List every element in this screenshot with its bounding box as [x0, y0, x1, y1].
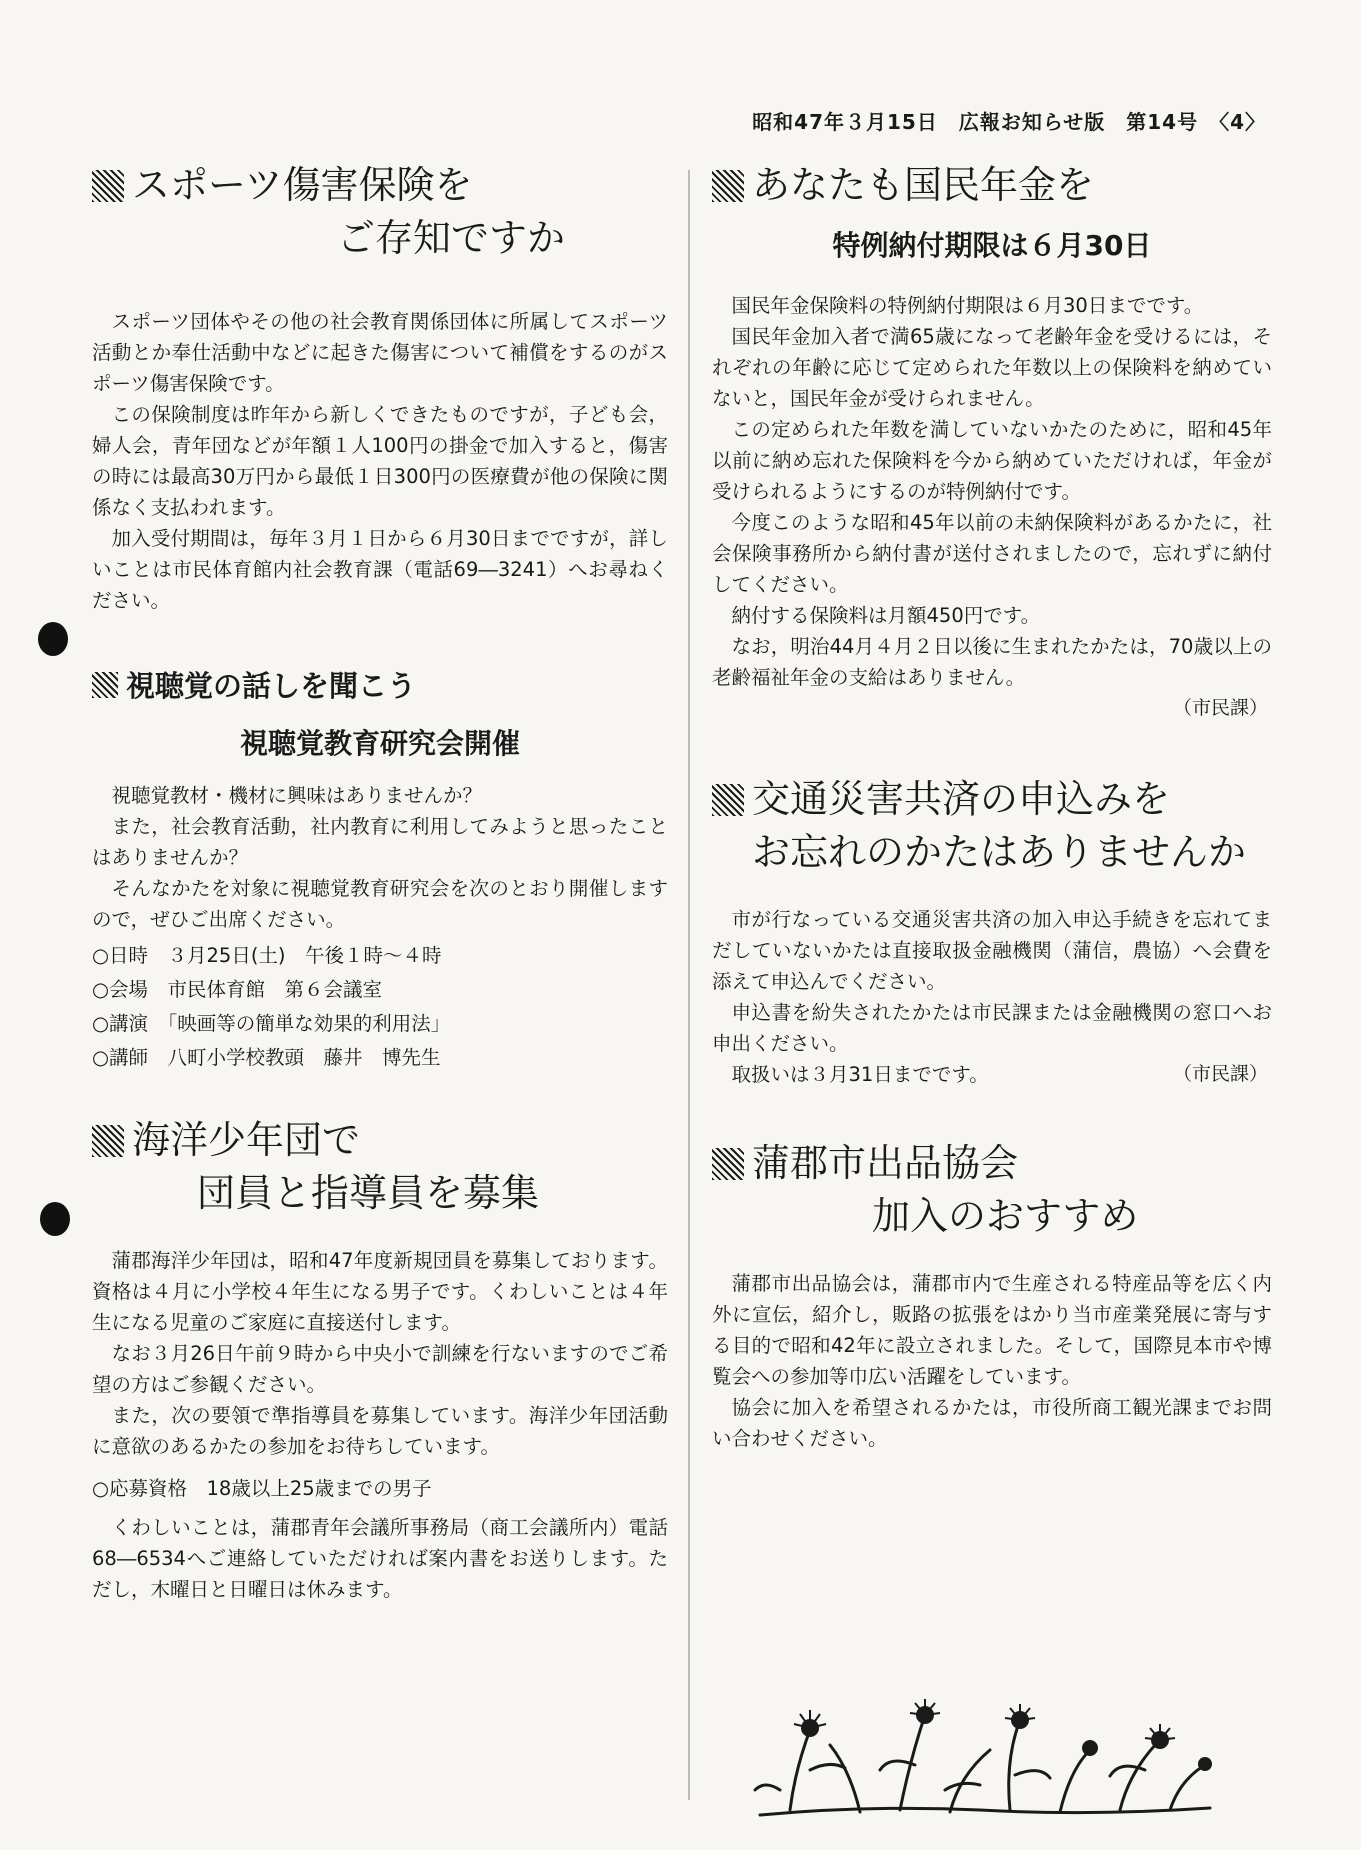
right-column — [712, 160, 1272, 1494]
paragraph: 取扱いは３月31日までです。 — [731, 1063, 989, 1086]
article-audiovisual — [92, 664, 668, 1075]
article-title: 交通災害共済の申込みを — [752, 777, 1171, 821]
article-subtitle: お忘れのかたはありませんか — [752, 830, 1247, 874]
department-signature: （市民課） — [1172, 697, 1268, 719]
article-subtitle: 団員と指導員を募集 — [197, 1171, 540, 1215]
paragraph: 蒲郡市出品協会は，蒲郡市内で生産される特産品等を広く内外に宣伝，紹介し，販路の拡張をはかり当市産業発展に寄与する目的で昭和42年に設立されました。そして，国際見本市や博覧会への参加等巾広い活躍をしています。 — [712, 1272, 1272, 1388]
paragraph: この定められた年数を満していないかたのために，昭和45年以前に納め忘れた保険料を今から納めていただければ，年金が受けられるようにするのが特例納付です。 — [712, 418, 1272, 503]
paragraph: 協会に加入を希望されるかたは，市役所商工観光課までお問い合わせください。 — [712, 1396, 1272, 1450]
event-details — [92, 939, 668, 1075]
article-sea-scouts — [92, 1115, 668, 1605]
article-subtitle: 加入のおすすめ — [872, 1194, 1139, 1238]
column-divider — [688, 170, 690, 1800]
hatch-icon — [92, 1125, 124, 1157]
paragraph: 申込書を紛失されたかたは市民課または金融機関の窓口へお申出ください。 — [712, 1001, 1272, 1055]
list-item: ○日時 ３月25日(土) 午後１時～４時 — [92, 944, 442, 967]
paragraph: スポーツ団体やその他の社会教育関係団体に所属してスポーツ活動とか奉仕活動中などに起きた傷害について補償をするのがスポーツ傷害保険です。 — [92, 310, 668, 395]
article-sports-insurance — [92, 160, 668, 616]
paragraph: 蒲郡海洋少年団は，昭和47年度新規団員を募集しております。資格は４月に小学校４年生になる男子です。くわしいことは４年生になる児童のご家庭に直接送付します。 — [92, 1249, 668, 1334]
paragraph: なお３月26日午前９時から中央小で訓練を行ないますのでご希望の方はご参観ください。 — [92, 1342, 668, 1396]
ink-spot — [40, 1202, 70, 1236]
list-item: ○会場 市民体育館 第６会議室 — [92, 978, 383, 1001]
list-item: ○講師 八町小学校教頭 藤井 博先生 — [92, 1046, 441, 1069]
article-national-pension — [712, 160, 1272, 724]
article-subtitle: 特例納付期限は６月30日 — [832, 229, 1152, 262]
paragraph: 国民年金保険料の特例納付期限は６月30日までです。 — [731, 294, 1204, 317]
article-traffic-insurance — [712, 774, 1272, 1090]
flower-illustration — [750, 1690, 1220, 1830]
paragraph: 加入受付期間は，毎年３月１日から６月30日までですが，詳しいことは市民体育館内社会教育課（電話69―3241）へお尋ねください。 — [92, 527, 668, 612]
hatch-icon — [712, 784, 744, 816]
article-title: あなたも国民年金を — [752, 163, 1095, 207]
paragraph: この保険制度は昨年から新しくできたものですが，子ども会，婦人会，青年団などが年額１人100円の掛金で加入すると，傷害の時には最高30万円から最低１日300円の医療費が他の保険に関係なく支払われます。 — [92, 403, 668, 519]
paragraph: 視聴覚教材・機材に興味はありませんか？ — [111, 784, 483, 807]
article-subtitle: 視聴覚教育研究会開催 — [239, 727, 520, 760]
paragraph: また，次の要領で準指導員を募集しています。海洋少年団活動に意欲のあるかたの参加をお待ちしています。 — [92, 1404, 668, 1458]
paragraph: 納付する保険料は月額450円です。 — [731, 604, 1041, 627]
article-title: 蒲郡市出品協会 — [752, 1141, 1019, 1185]
article-exhibit-association — [712, 1138, 1272, 1454]
paragraph: また，社会教育活動，社内教育に利用してみようと思ったことはありませんか？ — [92, 815, 668, 869]
hatch-icon — [92, 672, 118, 698]
paragraph: なお，明治44月４月２日以後に生まれたかたは，70歳以上の老齢福祉年金の支給はありません。 — [712, 635, 1272, 689]
page-header: 昭和47年３月15日 広報お知らせ版 第14号 〈4〉 — [752, 110, 1266, 134]
left-column — [92, 160, 668, 1645]
paragraph: 国民年金加入者で満65歳になって老齢年金を受けるには，それぞれの年齢に応じて定められた年数以上の保険料を納めていないと，国民年金が受けられません。 — [712, 325, 1272, 410]
paragraph: くわしいことは，蒲郡青年会議所事務局（商工会議所内）電話68―6534へご連絡していただければ案内書をお送りします。ただし，木曜日と日曜日は休みます。 — [92, 1516, 668, 1601]
paragraph: そんなかたを対象に視聴覚教育研究会を次のとおり開催しますので，ぜひご出席ください。 — [92, 877, 668, 931]
department-signature: （市民課） — [1172, 1063, 1268, 1085]
paragraph: 今度このような昭和45年以前の未納保険料があるかたに，社会保険事務所から納付書が送付されましたので，忘れずに納付してください。 — [712, 511, 1272, 596]
article-title: スポーツ傷害保険を — [132, 163, 473, 207]
hatch-icon — [92, 170, 124, 202]
list-item: ○応募資格 18歳以上25歳までの男子 — [92, 1477, 432, 1500]
hatch-icon — [712, 1148, 744, 1180]
article-subtitle: ご存知ですか — [337, 216, 566, 260]
hatch-icon — [712, 170, 744, 202]
ink-spot — [38, 622, 68, 656]
article-title: 視聴覚の話しを聞こう — [126, 669, 417, 703]
list-item: ○講演 「映画等の簡単な効果的利用法」 — [92, 1012, 451, 1035]
paragraph: 市が行なっている交通災害共済の加入申込手続きを忘れてまだしていないかたは直接取扱金融機関（蒲信，農協）へ会費を添えて申込んでください。 — [712, 908, 1272, 993]
article-title: 海洋少年団で — [132, 1118, 361, 1162]
